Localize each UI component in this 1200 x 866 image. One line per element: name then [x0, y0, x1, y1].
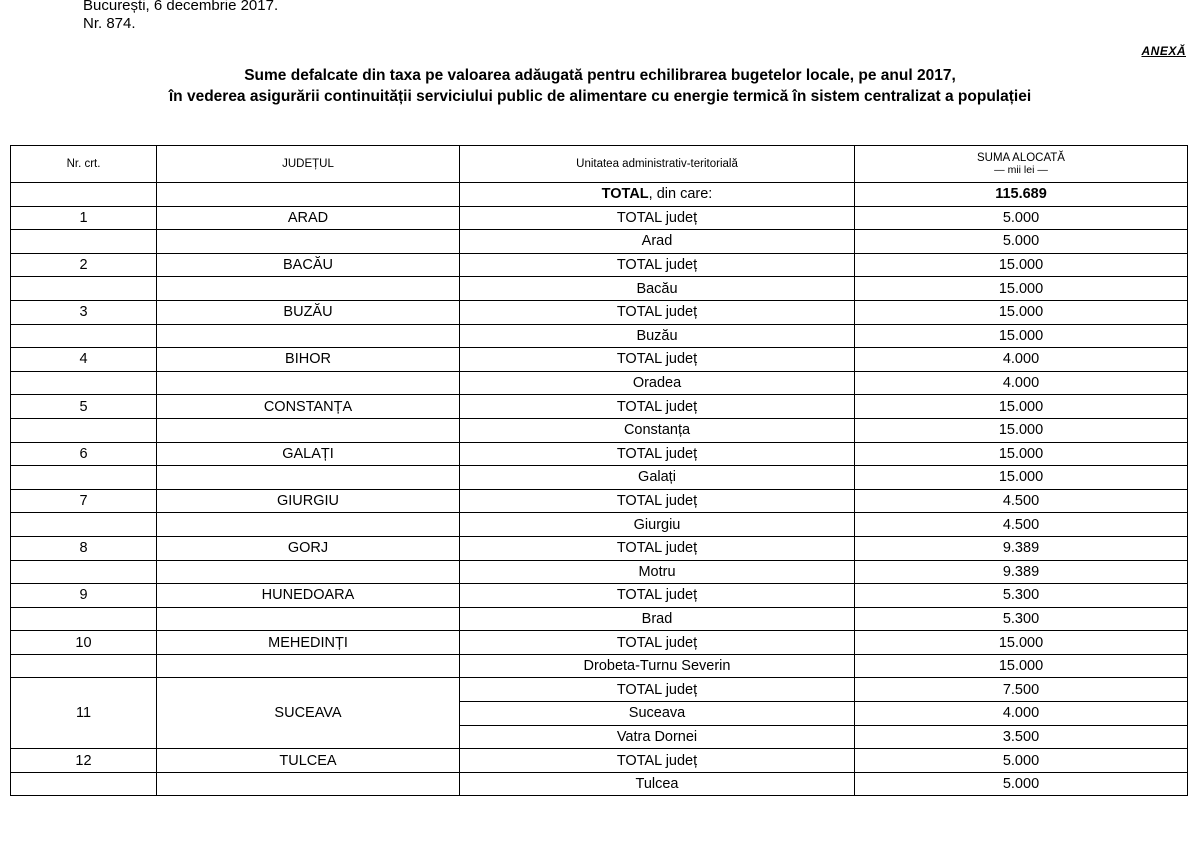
uat-name-cell: Tulcea	[460, 772, 855, 796]
table-row	[11, 631, 1188, 655]
suma-value-cell: 5.300	[855, 607, 1188, 631]
total-value-cell: 115.689	[855, 183, 1188, 207]
table-row	[11, 442, 1188, 466]
empty-county-cell	[157, 513, 460, 537]
suma-value-cell: 7.500	[855, 678, 1188, 702]
uat-name-cell: Giurgiu	[460, 513, 855, 537]
suma-value-cell: 15.000	[855, 395, 1188, 419]
anexa-label: ANEXĂ	[1141, 44, 1186, 58]
empty-county-cell	[157, 654, 460, 678]
uat-name-cell: TOTAL județ	[460, 749, 855, 773]
allocation-table	[10, 145, 1188, 796]
county-nr-cell: 11	[11, 678, 157, 749]
county-nr-cell: 10	[11, 631, 157, 655]
header-uat: Unitatea administrativ-teritorială	[460, 146, 855, 183]
table-row	[11, 466, 1188, 490]
empty-nr-cell	[11, 466, 157, 490]
empty-county-cell	[157, 466, 460, 490]
county-nr-cell: 12	[11, 749, 157, 773]
uat-name-cell: TOTAL județ	[460, 489, 855, 513]
county-name-cell: ARAD	[157, 206, 460, 230]
table-row	[11, 418, 1188, 442]
table-row	[11, 749, 1188, 773]
empty-nr-cell	[11, 324, 157, 348]
suma-value-cell: 15.000	[855, 418, 1188, 442]
uat-name-cell: TOTAL județ	[460, 536, 855, 560]
suma-value-cell: 15.000	[855, 466, 1188, 490]
uat-name-cell: Buzău	[460, 324, 855, 348]
empty-nr-cell	[11, 277, 157, 301]
county-name-cell: GORJ	[157, 536, 460, 560]
county-nr-cell: 5	[11, 395, 157, 419]
header-suma-alocata	[855, 146, 1188, 183]
empty-county-cell	[157, 607, 460, 631]
header-suma-unit: — mii lei —	[994, 164, 1048, 176]
empty-county-cell	[157, 371, 460, 395]
uat-name-cell: Brad	[460, 607, 855, 631]
uat-name-cell: Drobeta-Turnu Severin	[460, 654, 855, 678]
county-name-cell: SUCEAVA	[157, 678, 460, 749]
county-name-cell: BACĂU	[157, 253, 460, 277]
suma-value-cell: 3.500	[855, 725, 1188, 749]
county-nr-cell: 1	[11, 206, 157, 230]
suma-value-cell: 4.500	[855, 513, 1188, 537]
total-label-rest: , din care:	[648, 186, 713, 203]
table-row	[11, 395, 1188, 419]
document-title-line-1: Sume defalcate din taxa pe valoarea adăugată pentru echilibrarea bugetelor locale, pe anul 2017,	[244, 67, 956, 84]
table-row	[11, 206, 1188, 230]
empty-county-cell	[157, 324, 460, 348]
total-label-cell	[460, 183, 855, 207]
empty-county-cell	[157, 560, 460, 584]
empty-nr-cell	[11, 772, 157, 796]
total-row	[11, 183, 1188, 207]
county-name-cell: CONSTANȚA	[157, 395, 460, 419]
table-row	[11, 584, 1188, 608]
uat-name-cell: Galați	[460, 466, 855, 490]
total-nr-cell	[11, 183, 157, 207]
table-row	[11, 772, 1188, 796]
uat-name-cell: TOTAL județ	[460, 300, 855, 324]
suma-value-cell: 5.000	[855, 230, 1188, 254]
suma-value-cell: 15.000	[855, 631, 1188, 655]
county-nr-cell: 3	[11, 300, 157, 324]
uat-name-cell: Bacău	[460, 277, 855, 301]
total-judet-cell	[157, 183, 460, 207]
table-row	[11, 513, 1188, 537]
document-title-line-2: în vederea asigurării continuității serviciului public de alimentare cu energie termică în sistem centralizat a populației	[168, 88, 1032, 105]
suma-value-cell: 15.000	[855, 253, 1188, 277]
total-label-bold: TOTAL	[601, 186, 649, 203]
uat-name-cell: Arad	[460, 230, 855, 254]
county-name-cell: TULCEA	[157, 749, 460, 773]
uat-name-cell: Oradea	[460, 371, 855, 395]
empty-nr-cell	[11, 371, 157, 395]
empty-nr-cell	[11, 418, 157, 442]
suma-value-cell: 5.000	[855, 772, 1188, 796]
table-row	[11, 560, 1188, 584]
county-nr-cell: 7	[11, 489, 157, 513]
uat-name-cell: TOTAL județ	[460, 442, 855, 466]
table-row	[11, 654, 1188, 678]
empty-nr-cell	[11, 607, 157, 631]
header-judet: JUDEȚUL	[157, 146, 460, 183]
suma-value-cell: 9.389	[855, 560, 1188, 584]
county-nr-cell: 2	[11, 253, 157, 277]
table-row	[11, 371, 1188, 395]
suma-value-cell: 4.000	[855, 348, 1188, 372]
uat-name-cell: TOTAL județ	[460, 348, 855, 372]
uat-name-cell: TOTAL județ	[460, 253, 855, 277]
header-suma-label: SUMA ALOCATĂ	[977, 152, 1065, 164]
county-name-cell: GALAȚI	[157, 442, 460, 466]
empty-county-cell	[157, 230, 460, 254]
uat-name-cell: TOTAL județ	[460, 631, 855, 655]
table-row	[11, 253, 1188, 277]
table-row	[11, 277, 1188, 301]
table-row	[11, 300, 1188, 324]
county-nr-cell: 6	[11, 442, 157, 466]
uat-name-cell: TOTAL județ	[460, 584, 855, 608]
suma-value-cell: 4.000	[855, 371, 1188, 395]
suma-value-cell: 15.000	[855, 654, 1188, 678]
empty-nr-cell	[11, 230, 157, 254]
place-date: București, 6 decembrie 2017.	[83, 0, 279, 14]
table-header-row	[11, 146, 1188, 183]
county-name-cell: HUNEDOARA	[157, 584, 460, 608]
county-name-cell: BUZĂU	[157, 300, 460, 324]
suma-value-cell: 15.000	[855, 300, 1188, 324]
uat-name-cell: Suceava	[460, 702, 855, 726]
table-row	[11, 607, 1188, 631]
table-row	[11, 678, 1188, 702]
uat-name-cell: TOTAL județ	[460, 395, 855, 419]
county-nr-cell: 9	[11, 584, 157, 608]
empty-county-cell	[157, 418, 460, 442]
empty-nr-cell	[11, 513, 157, 537]
table-row	[11, 536, 1188, 560]
table-row	[11, 230, 1188, 254]
uat-name-cell: TOTAL județ	[460, 206, 855, 230]
suma-value-cell: 9.389	[855, 536, 1188, 560]
county-nr-cell: 4	[11, 348, 157, 372]
county-name-cell: MEHEDINȚI	[157, 631, 460, 655]
decree-number: Nr. 874.	[83, 15, 136, 32]
suma-value-cell: 15.000	[855, 324, 1188, 348]
empty-nr-cell	[11, 654, 157, 678]
table-row	[11, 348, 1188, 372]
uat-name-cell: Motru	[460, 560, 855, 584]
suma-value-cell: 5.000	[855, 206, 1188, 230]
suma-value-cell: 5.300	[855, 584, 1188, 608]
county-name-cell: GIURGIU	[157, 489, 460, 513]
suma-value-cell: 4.000	[855, 702, 1188, 726]
county-nr-cell: 8	[11, 536, 157, 560]
county-name-cell: BIHOR	[157, 348, 460, 372]
suma-value-cell: 5.000	[855, 749, 1188, 773]
suma-value-cell: 4.500	[855, 489, 1188, 513]
table-row	[11, 489, 1188, 513]
header-nr-crt: Nr. crt.	[11, 146, 157, 183]
suma-value-cell: 15.000	[855, 277, 1188, 301]
table-row	[11, 324, 1188, 348]
empty-county-cell	[157, 277, 460, 301]
uat-name-cell: Vatra Dornei	[460, 725, 855, 749]
empty-county-cell	[157, 772, 460, 796]
empty-nr-cell	[11, 560, 157, 584]
uat-name-cell: TOTAL județ	[460, 678, 855, 702]
uat-name-cell: Constanța	[460, 418, 855, 442]
suma-value-cell: 15.000	[855, 442, 1188, 466]
